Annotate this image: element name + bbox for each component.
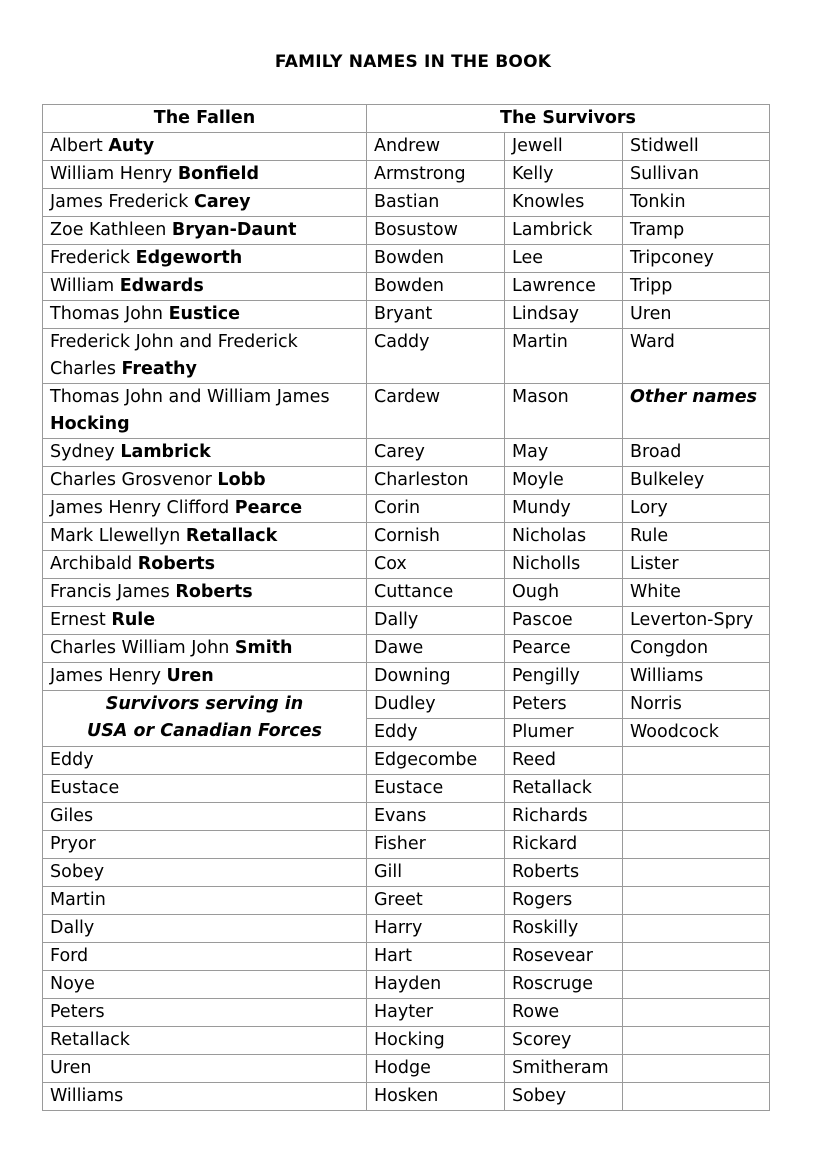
survivor-name [623, 971, 770, 999]
given-names: Zoe Kathleen [50, 220, 172, 240]
fallen-name [43, 189, 367, 217]
surname: Freathy [121, 359, 197, 379]
usa-canadian-name: Sobey [43, 859, 367, 887]
survivor-name: Mason [505, 384, 623, 439]
survivor-name [623, 859, 770, 887]
survivor-name: Charleston [367, 467, 505, 495]
survivor-name: Tripconey [623, 245, 770, 273]
given-names: Charles Grosvenor [50, 470, 218, 490]
survivor-name: Pearce [505, 635, 623, 663]
table-row [43, 859, 770, 887]
survivor-name: Peters [505, 691, 623, 719]
survivor-name: Hocking [367, 1027, 505, 1055]
given-names: Thomas John [50, 304, 169, 324]
survivor-name: Armstrong [367, 161, 505, 189]
survivor-name: Dudley [367, 691, 505, 719]
survivor-name: Tripp [623, 273, 770, 301]
survivor-name: Carey [367, 439, 505, 467]
surname: Rule [111, 610, 156, 630]
survivor-name: Norris [623, 691, 770, 719]
table-row [43, 1027, 770, 1055]
survivor-name [623, 747, 770, 775]
survivor-name: Roscruge [505, 971, 623, 999]
survivor-name: Hodge [367, 1055, 505, 1083]
survivor-name [623, 1055, 770, 1083]
survivor-name: Andrew [367, 133, 505, 161]
subheading-line-2: USA or Canadian Forces [87, 721, 322, 741]
survivor-name [623, 775, 770, 803]
usa-canadian-name: Ford [43, 943, 367, 971]
usa-canadian-name: Martin [43, 887, 367, 915]
subheading-line-1: Survivors serving in [105, 694, 304, 714]
surname: Roberts [175, 582, 253, 602]
fallen-name [43, 161, 367, 189]
surname: Lambrick [120, 442, 211, 462]
fallen-name [43, 663, 367, 691]
survivor-name: Broad [623, 439, 770, 467]
table-row [43, 495, 770, 523]
table-row [43, 551, 770, 579]
survivor-name: Pengilly [505, 663, 623, 691]
header-row [43, 105, 770, 133]
surname: Uren [166, 666, 214, 686]
fallen-name [43, 579, 367, 607]
usa-canadian-name: Dally [43, 915, 367, 943]
table-row [43, 775, 770, 803]
survivor-name: Lee [505, 245, 623, 273]
fallen-name [43, 551, 367, 579]
survivor-name: Reed [505, 747, 623, 775]
survivor-name [623, 1083, 770, 1111]
survivor-name: Williams [623, 663, 770, 691]
survivor-name: Rule [623, 523, 770, 551]
fallen-name [43, 467, 367, 495]
survivor-name: Cuttance [367, 579, 505, 607]
survivor-name: Gill [367, 859, 505, 887]
survivor-name: Dally [367, 607, 505, 635]
table-row [43, 747, 770, 775]
survivor-name: Cornish [367, 523, 505, 551]
fallen-name [43, 439, 367, 467]
table-row [43, 467, 770, 495]
survivor-name: Downing [367, 663, 505, 691]
surname: Roberts [137, 554, 216, 574]
usa-canadian-name: Retallack [43, 1027, 367, 1055]
survivor-name: Stidwell [623, 133, 770, 161]
survivor-name: Sullivan [623, 161, 770, 189]
surname: Bonfield [177, 164, 260, 184]
given-names: William [50, 276, 120, 296]
survivor-name: Kelly [505, 161, 623, 189]
survivor-name: Eustace [367, 775, 505, 803]
surname: Lobb [217, 470, 266, 490]
usa-canadian-name: Eddy [43, 747, 367, 775]
survivor-name: Scorey [505, 1027, 623, 1055]
table-row [43, 273, 770, 301]
table-row [43, 439, 770, 467]
usa-canadian-name: Noye [43, 971, 367, 999]
given-names: Frederick [50, 248, 136, 268]
survivor-name: Lawrence [505, 273, 623, 301]
table-row [43, 943, 770, 971]
survivor-name: Corin [367, 495, 505, 523]
table-row [43, 384, 770, 439]
table-row [43, 915, 770, 943]
surname: Eustice [168, 304, 240, 324]
survivor-name: Knowles [505, 189, 623, 217]
survivor-name: Richards [505, 803, 623, 831]
survivor-name: Eddy [367, 719, 505, 747]
survivor-name [623, 999, 770, 1027]
survivor-name: Fisher [367, 831, 505, 859]
survivor-name: Greet [367, 887, 505, 915]
usa-canadian-name: Williams [43, 1083, 367, 1111]
given-names: James Frederick [50, 192, 194, 212]
surname: Edgeworth [135, 248, 243, 268]
surname: Retallack [185, 526, 278, 546]
survivor-name: Ough [505, 579, 623, 607]
table-row [43, 831, 770, 859]
given-names: Mark Llewellyn [50, 526, 186, 546]
survivor-name: Martin [505, 329, 623, 384]
fallen-name [43, 495, 367, 523]
survivor-name: Dawe [367, 635, 505, 663]
survivor-name: Hayden [367, 971, 505, 999]
survivor-name: Bulkeley [623, 467, 770, 495]
given-names: Francis James [50, 582, 176, 602]
survivor-name: Woodcock [623, 719, 770, 747]
survivor-name: Jewell [505, 133, 623, 161]
usa-canadian-name: Eustace [43, 775, 367, 803]
survivor-name: Moyle [505, 467, 623, 495]
fallen-name [43, 384, 367, 439]
survivor-name [623, 915, 770, 943]
survivor-name: Hart [367, 943, 505, 971]
survivor-name: Bosustow [367, 217, 505, 245]
survivor-name [623, 1027, 770, 1055]
survivor-name: Rogers [505, 887, 623, 915]
table-row [43, 803, 770, 831]
survivor-name: Rowe [505, 999, 623, 1027]
given-names: Albert [50, 136, 109, 156]
table-row [43, 245, 770, 273]
survivor-name: Cox [367, 551, 505, 579]
survivor-name: Harry [367, 915, 505, 943]
usa-canadian-subheading [43, 691, 367, 747]
surname: Pearce [234, 498, 303, 518]
table-row [43, 999, 770, 1027]
fallen-header: The Fallen [43, 105, 367, 133]
table-row [43, 329, 770, 384]
table-row [43, 161, 770, 189]
usa-canadian-name: Uren [43, 1055, 367, 1083]
survivor-name: Smitheram [505, 1055, 623, 1083]
surname: Smith [234, 638, 293, 658]
table-row [43, 301, 770, 329]
given-names: James Henry Clifford [50, 498, 235, 518]
survivor-name: Tramp [623, 217, 770, 245]
survivor-name: Bryant [367, 301, 505, 329]
survivor-name: White [623, 579, 770, 607]
survivor-name: Ward [623, 329, 770, 384]
survivor-name: Lambrick [505, 217, 623, 245]
table-row [43, 663, 770, 691]
table-row [43, 217, 770, 245]
given-names: Thomas John and William James [50, 387, 330, 407]
surname: Carey [194, 192, 251, 212]
survivor-name: Mundy [505, 495, 623, 523]
given-names: Charles William John [50, 638, 235, 658]
survivor-name: Hosken [367, 1083, 505, 1111]
table-row [43, 189, 770, 217]
page-title: FAMILY NAMES IN THE BOOK [274, 52, 552, 72]
survivor-name [623, 803, 770, 831]
surname: Auty [108, 136, 155, 156]
fallen-name [43, 273, 367, 301]
survivor-name: Tonkin [623, 189, 770, 217]
given-names: Ernest [50, 610, 112, 630]
survivor-name: Congdon [623, 635, 770, 663]
usa-canadian-name: Giles [43, 803, 367, 831]
usa-canadian-name: Peters [43, 999, 367, 1027]
survivor-name: Nicholas [505, 523, 623, 551]
survivor-name: Lindsay [505, 301, 623, 329]
fallen-name [43, 301, 367, 329]
usa-canadian-name: Pryor [43, 831, 367, 859]
survivor-name: Leverton-Spry [623, 607, 770, 635]
fallen-name [43, 523, 367, 551]
fallen-name [43, 329, 367, 384]
survivor-name: Rickard [505, 831, 623, 859]
survivor-name: Plumer [505, 719, 623, 747]
given-names: William Henry [50, 164, 178, 184]
given-names: Sydney [50, 442, 121, 462]
survivor-name: Evans [367, 803, 505, 831]
survivor-name: Rosevear [505, 943, 623, 971]
fallen-name [43, 217, 367, 245]
given-names: Frederick John and Frederick Charles [50, 332, 298, 379]
table-row [43, 523, 770, 551]
fallen-name [43, 133, 367, 161]
table-row [43, 579, 770, 607]
survivor-name: Sobey [505, 1083, 623, 1111]
survivor-name: Lory [623, 495, 770, 523]
table-row [43, 1055, 770, 1083]
survivor-name: Uren [623, 301, 770, 329]
survivor-name: Roskilly [505, 915, 623, 943]
survivors-header: The Survivors [367, 105, 770, 133]
fallen-name [43, 245, 367, 273]
survivor-name: Retallack [505, 775, 623, 803]
survivor-name: May [505, 439, 623, 467]
survivor-name [623, 887, 770, 915]
survivor-name: Pascoe [505, 607, 623, 635]
survivor-name: Nicholls [505, 551, 623, 579]
table-row [43, 691, 770, 719]
given-names: James Henry [50, 666, 167, 686]
family-names-table [42, 104, 770, 1111]
survivor-name [623, 943, 770, 971]
table-row [43, 607, 770, 635]
survivor-name: Caddy [367, 329, 505, 384]
surname: Hocking [50, 414, 130, 434]
survivor-name [623, 831, 770, 859]
survivor-name: Hayter [367, 999, 505, 1027]
survivor-name: Lister [623, 551, 770, 579]
survivor-name: Roberts [505, 859, 623, 887]
surname: Edwards [119, 276, 204, 296]
table-row [43, 133, 770, 161]
other-names-label: Other names [623, 384, 770, 439]
survivor-name: Bowden [367, 245, 505, 273]
survivor-name: Bastian [367, 189, 505, 217]
surname: Bryan-Daunt [171, 220, 297, 240]
given-names: Archibald [50, 554, 138, 574]
fallen-name [43, 607, 367, 635]
table-row [43, 887, 770, 915]
table-row [43, 971, 770, 999]
survivor-name: Edgecombe [367, 747, 505, 775]
survivor-name: Cardew [367, 384, 505, 439]
fallen-name [43, 635, 367, 663]
table-row [43, 635, 770, 663]
table-row [43, 1083, 770, 1111]
survivor-name: Bowden [367, 273, 505, 301]
